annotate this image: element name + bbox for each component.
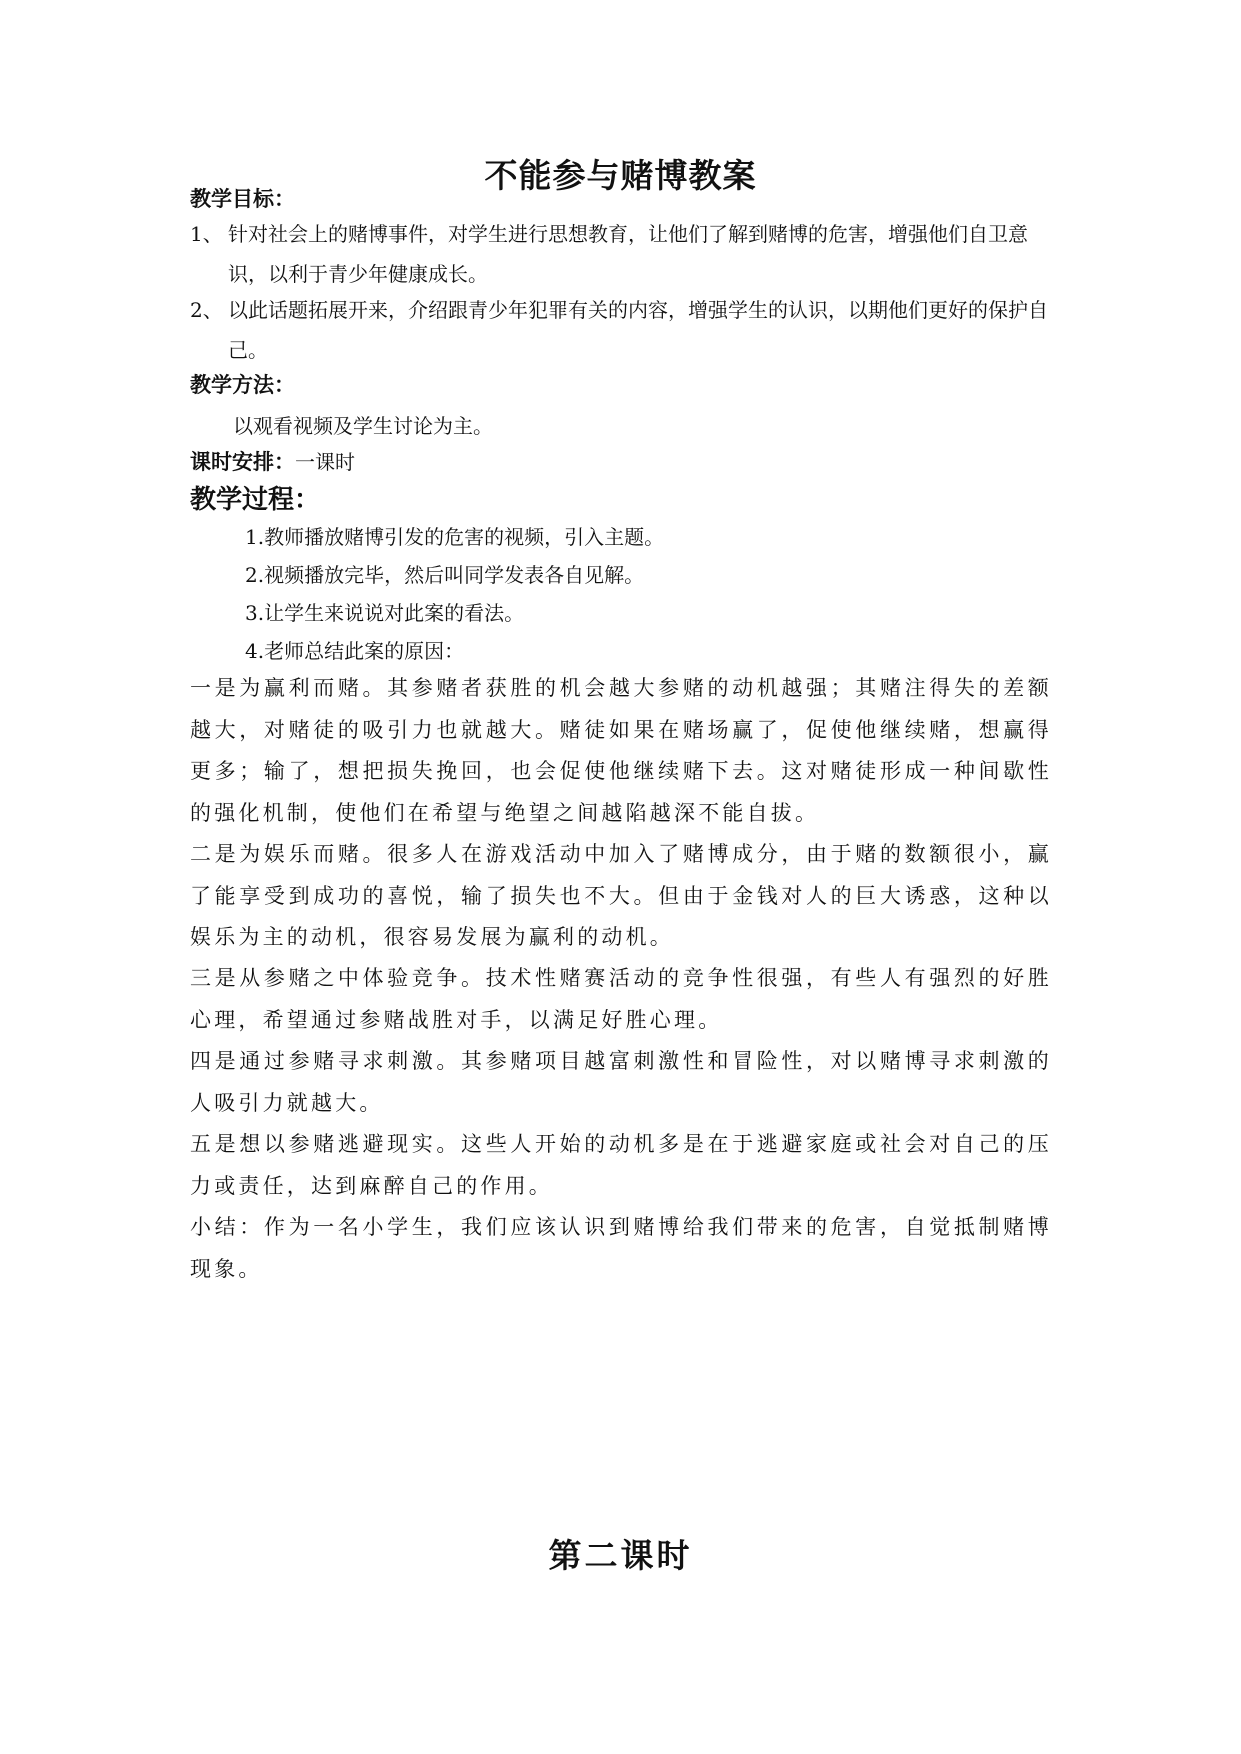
objective-text: 以此话题拓展开来，介绍跟青少年犯罪有关的内容，增强学生的认识，以期他们更好的保护自己。 [228, 298, 1048, 362]
next-section-title: 第二课时 [548, 1536, 693, 1575]
objective-number: 2、 [190, 298, 223, 322]
reason-paragraph-2: 二是为娱乐而赌。很多人在游戏活动中加入了赌博成分，由于赌的数额很小，赢了能享受到成功的喜悦，输了损失也不大。但由于金钱对人的巨大诱惑，这种以娱乐为主的动机，很容易发展为赢利的动机。 [190, 842, 1052, 949]
objective-item-2 [190, 290, 1060, 370]
reason-paragraph-1: 一是为赢利而赌。其参赌者获胜的机会越大参赌的动机越强；其赌注得失的差额越大，对赌徒的吸引力也就越大。赌徒如果在赌场赢了，促使他继续赌，想赢得更多；输了，想把损失挽回，也会促使他继续赌下去。这对赌徒形成一种间歇性的强化机制，使他们在希望与绝望之间越陷越深不能自拔。 [190, 676, 1052, 825]
process-heading: 教学过程： [190, 485, 321, 515]
reason-paragraph-4: 四是通过参赌寻求刺激。其参赌项目越富刺激性和冒险性，对以赌博寻求刺激的人吸引力就越大。 [190, 1049, 1052, 1115]
process-step-1: 1.教师播放赌博引发的危害的视频，引入主题。 [245, 525, 665, 549]
method-text: 以观看视频及学生讨论为主。 [233, 414, 493, 438]
process-step-2: 2.视频播放完毕，然后叫同学发表各自见解。 [245, 563, 645, 587]
objectives-heading: 教学目标： [190, 186, 295, 211]
schedule-line [190, 446, 355, 476]
schedule-heading: 课时安排： [190, 449, 295, 474]
reason-paragraph-5: 五是想以参赌逃避现实。这些人开始的动机多是在于逃避家庭或社会对自己的压力或责任，达到麻醉自己的作用。 [190, 1132, 1052, 1198]
objective-text: 针对社会上的赌博事件，对学生进行思想教育，让他们了解到赌博的危害，增强他们自卫意识，以利于青少年健康成长。 [228, 222, 1028, 286]
process-step-4: 4.老师总结此案的原因： [245, 639, 465, 663]
objective-number: 1、 [190, 222, 223, 246]
schedule-value: 一课时 [295, 450, 355, 474]
method-heading: 教学方法： [190, 372, 295, 397]
process-step-3: 3.让学生来说说对此案的看法。 [245, 601, 525, 625]
document-title: 不能参与赌博教案 [484, 156, 757, 195]
summary-paragraph: 小结：作为一名小学生，我们应该认识到赌博给我们带来的危害，自觉抵制赌博现象。 [190, 1215, 1052, 1281]
objective-item-1 [190, 214, 1060, 294]
reason-paragraph-3: 三是从参赌之中体验竞争。技术性赌赛活动的竞争性很强，有些人有强烈的好胜心理，希望通过参赌战胜对手，以满足好胜心理。 [190, 966, 1052, 1032]
